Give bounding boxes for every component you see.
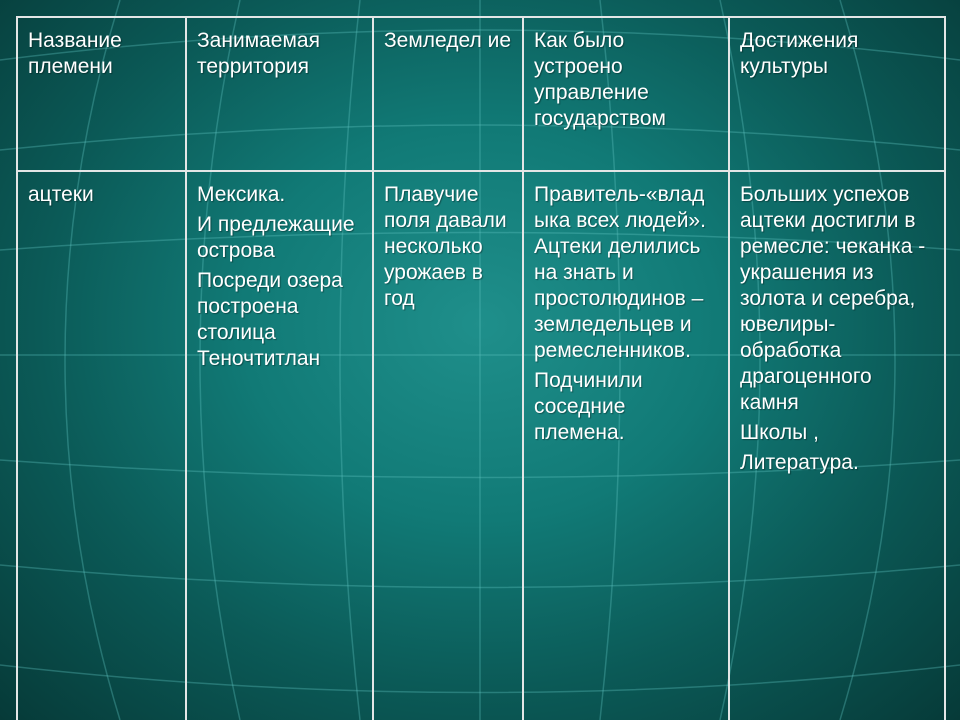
cell-paragraph: ацтеки: [28, 183, 94, 206]
cell-government: [523, 171, 729, 720]
cell-paragraph: И предлежащие острова: [197, 213, 355, 262]
cell-paragraph: Больших успехов ацтеки достигли в ремесле: чеканка - украшения из золота и серебра, ювелиры- обработка драгоценного камня: [740, 183, 926, 414]
cell-tribe-name: [17, 171, 186, 720]
cell-paragraph: Мексика.: [197, 183, 286, 206]
cell-paragraph: Правитель-«владыка всех людей». Ацтеки делились на знать и простолюдинов – земледельцев и ремесленников.: [534, 183, 706, 362]
cell-paragraph: Подчинили соседние племена.: [534, 369, 643, 444]
header-row: [17, 17, 945, 171]
cell-territory: [186, 171, 373, 720]
cell-paragraph: Посреди озера построена столица Теночтитлан: [197, 269, 343, 370]
header-tribe-name: Название племени: [17, 17, 186, 171]
header-territory: Занимаемая территория: [186, 17, 373, 171]
cell-paragraph: Литература.: [740, 451, 859, 474]
header-culture: Достижения культуры: [729, 17, 945, 171]
header-agriculture: Земледел ие: [373, 17, 523, 171]
table-row: [17, 171, 945, 720]
header-government: Как было устроено управление государством: [523, 17, 729, 171]
cell-paragraph: Школы ,: [740, 421, 819, 444]
cell-culture: [729, 171, 945, 720]
cell-paragraph: Плавучие поля давали несколько урожаев в год: [384, 183, 507, 310]
tribes-table: [16, 16, 946, 720]
cell-agriculture: [373, 171, 523, 720]
